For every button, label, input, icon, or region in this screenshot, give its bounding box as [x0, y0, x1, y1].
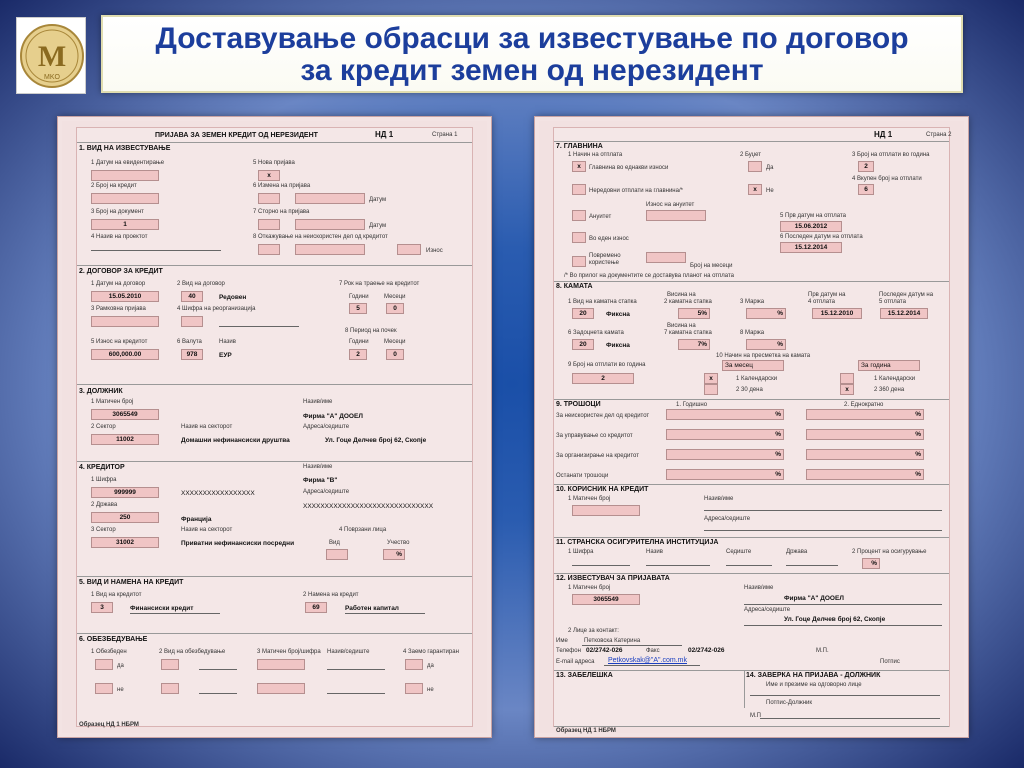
label: 1 Шифра [568, 549, 594, 555]
label: Име и презиме на одговорно лице [766, 682, 862, 688]
label: 2 30 дена [736, 387, 763, 393]
field-1-7[interactable] [258, 219, 280, 230]
label: 5 Нова пријава [253, 160, 295, 166]
section-5-title: 5. ВИД И НАМЕНА НА КРЕДИТ [79, 579, 184, 586]
label: 1 Календарски [736, 376, 778, 382]
value: 02/2742-026 [586, 647, 623, 654]
field-9-2b[interactable]: % [806, 429, 924, 440]
label: 1 Шифра [91, 477, 117, 483]
field-4-3[interactable]: 31002 [91, 537, 159, 548]
label: 1 Матичен број [568, 496, 611, 502]
label: Назив на секторот [181, 424, 233, 430]
label: Во еден износ [589, 236, 629, 242]
label: Останати трошоци [556, 473, 609, 479]
label: Последен датум на [879, 292, 934, 298]
label: 4 отплата [808, 299, 835, 305]
label: Назив/седиште [327, 649, 370, 655]
field-3-2[interactable]: 11002 [91, 434, 159, 445]
label: 2 Вид на обезбедување [159, 649, 226, 655]
form-page-1 [58, 117, 491, 737]
section-13-title: 13. ЗАБЕЛЕШКА [556, 672, 613, 679]
label: Висина на [667, 323, 696, 329]
field-1-3[interactable]: 1 [91, 219, 159, 230]
field-8-2[interactable]: 5% [678, 308, 710, 319]
label: 4 Заемо гарантиран [403, 649, 459, 655]
label: 2 Број на кредит [91, 183, 137, 189]
form-footer: Образец НД 1 НБРМ [556, 728, 616, 734]
label: 2 Држава [91, 502, 118, 508]
label: Број на месеци [690, 263, 733, 269]
label: 1 Вид на кредитот [91, 592, 142, 598]
field-8-9[interactable]: 2 [572, 373, 634, 384]
field-9-1a[interactable]: % [666, 409, 784, 420]
field-7-1c[interactable] [572, 210, 586, 221]
label: Назив на секторот [181, 527, 233, 533]
label: 2 Вид на договор [177, 281, 225, 287]
title-line-2: за кредит земен од нерезидент [300, 54, 764, 87]
field-7-2-no[interactable]: x [748, 184, 762, 195]
field-11-2[interactable]: % [862, 558, 880, 569]
value: Фиксна [606, 342, 630, 349]
field-7-3[interactable]: 2 [858, 161, 874, 172]
value: XXXXXXXXXXXXXXXXXXXXXXXXXXXXXX [303, 503, 434, 510]
label: 1 Датум на договор [91, 281, 146, 287]
section-8-title: 8. КАМАТА [556, 283, 593, 290]
label: 3 Број на отплати во година [852, 152, 930, 158]
value: 02/2742-026 [688, 647, 725, 654]
label: 5 Износ на кредитот [91, 339, 148, 345]
form-id: НД 1 [874, 130, 893, 139]
label: не [117, 687, 124, 693]
field-2-7-years[interactable]: 5 [349, 303, 367, 314]
field-5-2[interactable]: 69 [305, 602, 327, 613]
section-6-title: 6. ОБЕЗБЕДУВАЊЕ [79, 636, 148, 643]
field-4-4-type[interactable] [326, 549, 348, 560]
label: Месеци [384, 339, 406, 345]
label: Главнина во еднакви износи [589, 165, 669, 171]
field-7-2-yes[interactable] [748, 161, 762, 172]
label: 7 Сторно на пријава [253, 209, 310, 215]
label: 6 Последен датум на отплата [780, 234, 863, 240]
field-8-7[interactable]: 7% [678, 339, 710, 350]
value: Фирма "А" ДООЕЛ [303, 413, 363, 420]
field-6-3a[interactable] [257, 659, 305, 670]
field-2-4[interactable] [181, 316, 203, 327]
field-6-1-no[interactable] [95, 683, 113, 694]
field-6-3b[interactable] [257, 683, 305, 694]
label: Висина на [667, 292, 696, 298]
section-12-title: 12. ИЗВЕСТУВАЧ ЗА ПРИЈАВАТА [556, 575, 670, 582]
field-8-8[interactable]: % [746, 339, 786, 350]
label: 3 Матичен број/шифра [257, 649, 321, 655]
label: 5 Прв датум на отплата [780, 213, 846, 219]
value: Домашни нефинансиски друштва [181, 437, 290, 444]
label: 7 Рок на траење на кредитот [339, 281, 420, 287]
label: 2 360 дена [874, 387, 905, 393]
section-3-title: 3. ДОЛЖНИК [79, 388, 123, 395]
email-link[interactable]: Petkovskak@"A".com.mk [608, 657, 687, 664]
label: Факс [646, 648, 660, 654]
label: За управување со кредитот [556, 433, 633, 439]
field-7-annuity[interactable] [646, 210, 706, 221]
field-2-1[interactable]: 15.05.2010 [91, 291, 159, 302]
field-9-4b[interactable]: % [806, 469, 924, 480]
label: 4 Вкупен број на отплати [852, 176, 922, 182]
label: 8 Откажување на неискористен дел од кредитот [253, 234, 388, 240]
value: XXXXXXXXXXXXXXXXX [181, 490, 255, 497]
field-2-8-years[interactable]: 2 [349, 349, 367, 360]
label: Име [556, 638, 568, 644]
label: Износ [426, 248, 443, 254]
label: Датум [369, 223, 387, 229]
field-7-months[interactable] [646, 252, 686, 263]
label: 1 Обезбеден [91, 649, 127, 655]
label: Потпис-Должник [766, 700, 813, 706]
label: 6 Валута [177, 339, 202, 345]
label: Назив/име [744, 585, 774, 591]
field-8-5[interactable]: 15.12.2014 [880, 308, 928, 319]
field-7-6[interactable]: 15.12.2014 [780, 242, 842, 253]
field-8-6[interactable]: 20 [572, 339, 594, 350]
label: Датум [369, 197, 387, 203]
section-14-title: 14. ЗАВЕРКА НА ПРИЈАВА - ДОЛЖНИК [746, 672, 881, 679]
section-7-title: 7. ГЛАВНИНА [556, 143, 603, 150]
label: 8 Период на почек [345, 328, 397, 334]
field-6-4-no[interactable] [405, 683, 423, 694]
title-banner [101, 15, 963, 93]
field-1-8-amount[interactable] [397, 244, 421, 255]
label: 6 Измена на пријава [253, 183, 311, 189]
field-6-2a[interactable] [161, 659, 179, 670]
section-9-title: 9. ТРОШОЦИ [556, 401, 601, 408]
title-line-1: Доставување обрасци за известување по договор [155, 22, 909, 55]
page-number: Страна 2 [926, 132, 952, 138]
section-10-title: 10. КОРИСНИК НА КРЕДИТ [556, 486, 649, 493]
label: 4 Шифра на реорганизација [177, 306, 256, 312]
label: М.П [750, 713, 761, 719]
field-9-2a[interactable]: % [666, 429, 784, 440]
label: Телефон [556, 648, 581, 654]
label: Адреса/седиште [303, 489, 350, 495]
field-1-6[interactable] [258, 193, 280, 204]
label: 2 каматна стапка [664, 299, 712, 305]
label: За организирање на кредитот [556, 453, 639, 459]
label: Нередовни отплати на главнина/* [589, 188, 683, 194]
field-6-4-yes[interactable] [405, 659, 423, 670]
section-2-title: 2. ДОГОВОР ЗА КРЕДИТ [79, 268, 163, 275]
label: 3 Број на документ [91, 209, 144, 215]
label: 1 Вид на каматна стапка [568, 299, 637, 305]
label: Години [349, 339, 369, 345]
label: 10 Начин на пресметка на камата [716, 353, 811, 359]
label: Адреса/седиште [744, 607, 791, 613]
label: Назив/име [704, 496, 734, 502]
value: Ул. Гоце Делчев број 62, Скопје [784, 616, 886, 623]
label: 6 Задоцнета камата [568, 330, 624, 336]
field-1-8-date[interactable] [295, 244, 365, 255]
page-number: Страна 1 [432, 132, 458, 138]
logo-text: MKO [44, 74, 60, 81]
label: Седиште [726, 549, 752, 555]
label: Назив/име [303, 399, 333, 405]
section-1-title: 1. ВИД НА ИЗВЕСТУВАЊЕ [79, 145, 171, 152]
label: 3 Сектор [91, 527, 116, 533]
value: Франција [181, 516, 212, 523]
field-7-1a[interactable]: x [572, 161, 586, 172]
field-8-4[interactable]: 15.12.2010 [812, 308, 862, 319]
value: Петковска Катерина [584, 638, 641, 644]
logo [16, 17, 86, 94]
label: не [427, 687, 434, 693]
label: Години [349, 294, 369, 300]
field-5-1[interactable]: 3 [91, 602, 113, 613]
field-6-2b[interactable] [161, 683, 179, 694]
label: Назив/име [303, 464, 333, 470]
field-6-1-yes[interactable] [95, 659, 113, 670]
field-1-6-date[interactable] [295, 193, 365, 204]
label: 1. Годишно [676, 402, 708, 408]
label: М.П. [816, 648, 829, 654]
label: 1 Датум на евидентирање [91, 160, 165, 166]
field-7-1b[interactable] [572, 184, 586, 195]
label: Држава [786, 549, 808, 555]
field-9-3b[interactable]: % [806, 449, 924, 460]
label: 2 Процент на осигурување [852, 549, 927, 555]
form-header: ПРИЈАВА ЗА ЗЕМЕН КРЕДИТ ОД НЕРЕЗИДЕНТ [155, 132, 318, 139]
label: Е-mail адреса [556, 659, 595, 665]
label: Назив [646, 549, 663, 555]
label: 1 Матичен број [568, 585, 611, 591]
field-8-10-month[interactable]: За месец [722, 360, 784, 371]
label: Не [766, 188, 774, 194]
label: да [117, 663, 124, 669]
field-2-7-months[interactable]: 0 [386, 303, 404, 314]
label: 8 Маржа [740, 330, 765, 336]
field-3-1[interactable]: 3065549 [91, 409, 159, 420]
value: Работен капитал [345, 605, 399, 612]
field-7-4[interactable]: 6 [858, 184, 874, 195]
field-2-3[interactable] [91, 316, 159, 327]
label: Повремено користење [589, 253, 621, 266]
label: 2. Еднократно [844, 402, 884, 408]
form-id: НД 1 [375, 130, 394, 139]
label: 1 Начин на отплата [568, 152, 623, 158]
value: Фирма "В" [303, 477, 338, 484]
field-8-3[interactable]: % [746, 308, 786, 319]
field-7-5[interactable]: 15.06.2012 [780, 221, 842, 232]
label: Учество [387, 540, 410, 546]
field-8-10-year[interactable]: За година [858, 360, 920, 371]
label: Износ на ануитет [646, 202, 695, 208]
value: Редовен [219, 294, 247, 301]
value: ЕУР [219, 352, 232, 359]
label: 4 Назив на проектот [91, 234, 148, 240]
field-1-7-date[interactable] [295, 219, 365, 230]
label: 3 Рамковна пријава [91, 306, 146, 312]
field-8-1[interactable]: 20 [572, 308, 594, 319]
field-2-8-months[interactable]: 0 [386, 349, 404, 360]
label: 2 Буџет [740, 152, 762, 158]
form-page-2-body [553, 127, 952, 734]
field-4-4-share[interactable]: % [383, 549, 405, 560]
field-2-2[interactable]: 40 [181, 291, 203, 302]
label: 2 Лице за контакт: [568, 628, 619, 634]
label: Ануитет [589, 214, 612, 220]
field-8-10a[interactable]: x [704, 373, 718, 384]
label: 7 каматна стапка [664, 330, 712, 336]
label: 2 Сектор [91, 424, 116, 430]
label: да [427, 663, 434, 669]
value: Фирма "А" ДООЕЛ [784, 595, 844, 602]
value: Ул. Гоце Делчев број 62, Скопје [325, 437, 427, 444]
field-1-2[interactable] [91, 193, 159, 204]
field-9-1b[interactable]: % [806, 409, 924, 420]
label: Назив [219, 339, 236, 345]
label: 5 отплата [879, 299, 906, 305]
section-11-title: 11. СТРАНСКА ОСИГУРИТЕЛНА ИНСТИТУЦИЈА [556, 539, 719, 546]
slide-title [103, 23, 961, 87]
value: Финансиски кредит [130, 605, 194, 612]
section-4-title: 4. КРЕДИТОР [79, 464, 125, 471]
label: 3 Маржа [740, 299, 765, 305]
label: 1 Календарски [874, 376, 916, 382]
label: Вид [329, 540, 340, 546]
label: 9 Број на отплати во година [568, 362, 646, 368]
form-page-1-body [76, 127, 473, 727]
field-2-5[interactable]: 600,000.00 [91, 349, 159, 360]
value: Фиксна [606, 311, 630, 318]
field-7-1e[interactable] [572, 256, 586, 267]
label: Адреса/седиште [303, 424, 350, 430]
field-10-1[interactable] [572, 505, 640, 516]
note: /* Во прилог на документите се доставува планот на отплата [564, 273, 735, 279]
label: Да [766, 165, 774, 171]
field-9-3a[interactable]: % [666, 449, 784, 460]
label: 4 Поврзани лица [339, 527, 387, 533]
label: Потпис [880, 659, 900, 665]
label: 2 Намена на кредит [303, 592, 359, 598]
field-1-8[interactable] [258, 244, 280, 255]
label: Месеци [384, 294, 406, 300]
field-9-4a[interactable]: % [666, 469, 784, 480]
field-8-10c[interactable] [840, 373, 854, 384]
field-12-1[interactable]: 3065549 [572, 594, 640, 605]
field-1-1[interactable] [91, 170, 159, 181]
label: Адреса/седиште [704, 516, 751, 522]
field-4-1[interactable]: 999999 [91, 487, 159, 498]
field-8-10b[interactable] [704, 384, 718, 395]
field-2-6[interactable]: 978 [181, 349, 203, 360]
field-4-2[interactable]: 250 [91, 512, 159, 523]
field-8-10d[interactable]: x [840, 384, 854, 395]
form-page-2 [535, 117, 968, 737]
label: 1 Матичен број [91, 399, 134, 405]
label: Прв датум на [808, 292, 846, 298]
value: Приватни нефинансиски посредни [181, 540, 295, 547]
svg-text:M: M [37, 40, 67, 73]
field-7-1d[interactable] [572, 232, 586, 243]
label: За неискористен дел од кредитот [556, 413, 650, 419]
form-footer: Образец НД 1 НБРМ [79, 722, 139, 728]
field-1-5[interactable]: x [258, 170, 280, 181]
